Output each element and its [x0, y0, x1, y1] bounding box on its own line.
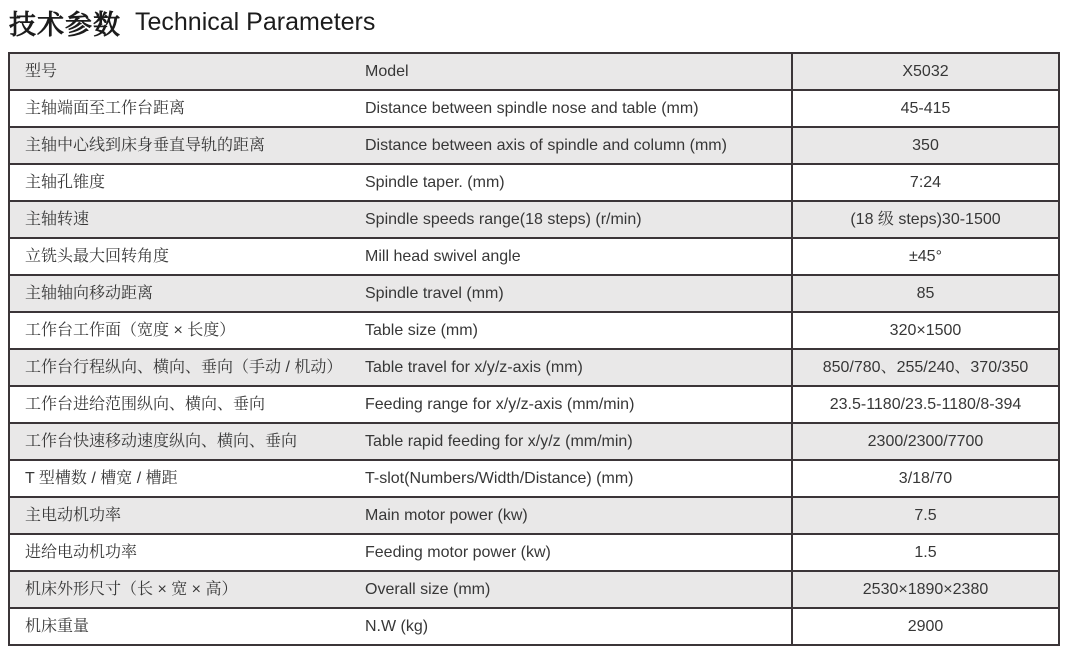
param-value: 7.5: [791, 498, 1058, 533]
param-name-en: Table travel for x/y/z-axis (mm): [365, 358, 583, 376]
table-row: [10, 350, 1058, 387]
param-name-en: Distance between spindle nose and table (mm): [365, 99, 699, 117]
param-name-zh: 机床外形尺寸（长 × 宽 × 高）: [25, 580, 238, 598]
param-name-zh: 型号: [25, 62, 58, 80]
page-title-en: Technical Parameters: [135, 7, 376, 36]
table-row: [10, 165, 1058, 202]
param-name-zh: 主电动机功率: [25, 506, 122, 524]
param-name-zh: 机床重量: [25, 617, 90, 635]
param-name-en: Feeding range for x/y/z-axis (mm/min): [365, 395, 635, 413]
param-name-zh: 工作台进给范围纵向、横向、垂向: [25, 395, 266, 413]
param-name-en: Main motor power (kw): [365, 506, 528, 524]
param-value: 350: [791, 128, 1058, 163]
param-name-en: T-slot(Numbers/Width/Distance) (mm): [365, 469, 634, 487]
param-name-en: Table rapid feeding for x/y/z (mm/min): [365, 432, 633, 450]
param-value: X5032: [791, 54, 1058, 89]
param-name-zh: 工作台快速移动速度纵向、横向、垂向: [25, 432, 298, 450]
param-name-zh: 进给电动机功率: [25, 543, 138, 561]
table-row: [10, 535, 1058, 572]
param-name-zh: 主轴轴向移动距离: [25, 284, 154, 302]
table-row: [10, 609, 1058, 644]
param-value: (18 级 steps)30-1500: [791, 202, 1058, 237]
technical-parameters-table: [8, 52, 1060, 646]
table-row: [10, 313, 1058, 350]
param-name-en: Distance between axis of spindle and column (mm): [365, 136, 727, 154]
table-row: [10, 461, 1058, 498]
param-value: 3/18/70: [791, 461, 1058, 496]
param-value: 2300/2300/7700: [791, 424, 1058, 459]
param-name-zh: 主轴转速: [25, 210, 90, 228]
param-value: 2900: [791, 609, 1058, 644]
param-value: 1.5: [791, 535, 1058, 570]
table-row: [10, 128, 1058, 165]
table-row: [10, 572, 1058, 609]
param-value: 850/780、255/240、370/350: [791, 350, 1058, 385]
table-row: [10, 387, 1058, 424]
param-name-zh: 工作台行程纵向、横向、垂向（手动 / 机动）: [25, 358, 343, 376]
table-row: [10, 91, 1058, 128]
table-row: [10, 239, 1058, 276]
param-name-en: Model: [365, 62, 409, 80]
param-name-en: Table size (mm): [365, 321, 478, 339]
page-title: [9, 2, 375, 42]
param-name-zh: 立铣头最大回转角度: [25, 247, 170, 265]
param-name-en: Spindle travel (mm): [365, 284, 504, 302]
param-name-en: N.W (kg): [365, 617, 429, 635]
page-title-zh: 技术参数: [9, 9, 121, 40]
param-value: 45-415: [791, 91, 1058, 126]
param-name-en: Mill head swivel angle: [365, 247, 521, 265]
param-value: 85: [791, 276, 1058, 311]
param-name-en: Feeding motor power (kw): [365, 543, 551, 561]
table-row: [10, 54, 1058, 91]
param-name-zh: T 型槽数 / 槽宽 / 槽距: [25, 469, 178, 487]
param-name-zh: 主轴端面至工作台距离: [25, 99, 186, 117]
param-name-zh: 工作台工作面（宽度 × 长度）: [25, 321, 236, 339]
param-value: 7:24: [791, 165, 1058, 200]
table-row: [10, 424, 1058, 461]
param-value: 23.5-1180/23.5-1180/8-394: [791, 387, 1058, 422]
param-name-en: Overall size (mm): [365, 580, 491, 598]
param-name-en: Spindle taper. (mm): [365, 173, 505, 191]
param-value: 2530×1890×2380: [791, 572, 1058, 607]
param-value: ±45°: [791, 239, 1058, 274]
param-name-en: Spindle speeds range(18 steps) (r/min): [365, 210, 642, 228]
table-row: [10, 202, 1058, 239]
param-name-zh: 主轴中心线到床身垂直导轨的距离: [25, 136, 266, 154]
param-name-zh: 主轴孔锥度: [25, 173, 106, 191]
table-row: [10, 498, 1058, 535]
table-row: [10, 276, 1058, 313]
param-value: 320×1500: [791, 313, 1058, 348]
